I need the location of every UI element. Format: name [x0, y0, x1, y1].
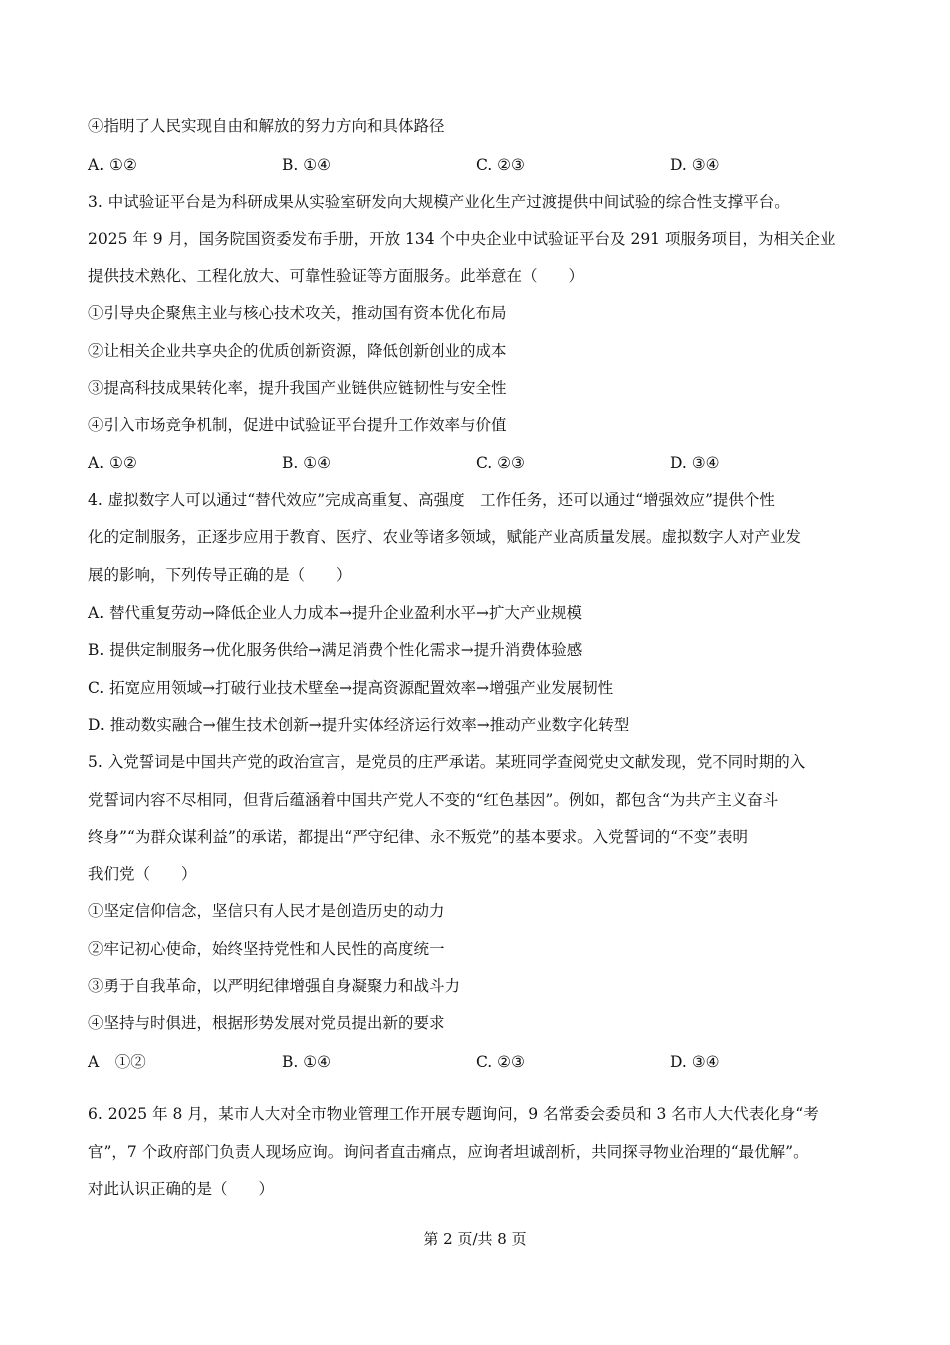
q4-choice-d: D. 推动数实融合→催生技术创新→提升实体经济运行效率→推动产业数字化转型 [88, 716, 630, 734]
q4-stem-line-1: 4. 虚拟数字人可以通过“替代效应”完成高重复、高强度 工作任务，还可以通过“增强效应”提供个性 [88, 491, 775, 509]
q3-stem-line-1: 3. 中试验证平台是为科研成果从实验室研发向大规模产业化生产过渡提供中间试验的综合性支撑平台。 [88, 193, 790, 211]
q4-choice-a: A. 替代重复劳动→降低企业人力成本→提升企业盈利水平→扩大产业规模 [88, 604, 583, 622]
q4-choice-c: C. 拓宽应用领域→打破行业技术壁垒→提高资源配置效率→增强产业发展韧性 [88, 679, 614, 697]
q5-option-a: A ①② [88, 1053, 146, 1071]
q5-stem-line-2: 党誓词内容不尽相同，但背后蕴涵着中国共产党人不变的“红色基因”。例如，都包含“为共产主义奋斗 [88, 791, 779, 809]
q4-choice-b: B. 提供定制服务→优化服务供给→满足消费个性化需求→提升消费体验感 [88, 641, 583, 659]
q2-option-a: A. ①② [88, 156, 137, 174]
q5-item-3: ③勇于自我革命，以严明纪律增强自身凝聚力和战斗力 [88, 977, 461, 995]
q2-option-c: C. ②③ [476, 156, 525, 174]
q3-item-4: ④引入市场竞争机制，促进中试验证平台提升工作效率与价值 [88, 416, 507, 434]
q3-option-d: D. ③④ [670, 454, 720, 472]
q5-option-d: D. ③④ [670, 1053, 720, 1071]
q6-stem-line-2: 官”，7 个政府部门负责人现场应询。询问者直击痛点，应询者坦诚剖析，共同探寻物业治理的“最优解”。 [88, 1143, 809, 1161]
q3-item-2: ②让相关企业共享央企的优质创新资源，降低创新创业的成本 [88, 342, 507, 360]
q2-option-b: B. ①④ [282, 156, 332, 174]
page-number-footer: 第 2 页/共 8 页 [423, 1230, 527, 1248]
q5-option-c: C. ②③ [476, 1053, 525, 1071]
q5-item-4: ④坚持与时俱进，根据形势发展对党员提出新的要求 [88, 1014, 445, 1032]
q5-option-b: B. ①④ [282, 1053, 332, 1071]
q3-stem-line-3: 提供技术熟化、工程化放大、可靠性验证等方面服务。此举意在（ ） [88, 267, 585, 285]
q5-stem-line-3: 终身”“为群众谋利益”的承诺，都提出“严守纪律、永不叛党”的基本要求。入党誓词的“不变”表明 [88, 828, 748, 846]
q2-option-d: D. ③④ [670, 156, 720, 174]
q5-item-1: ①坚定信仰信念，坚信只有人民才是创造历史的动力 [88, 902, 445, 920]
q4-stem-line-2: 化的定制服务，正逐步应用于教育、医疗、农业等诸多领域，赋能产业高质量发展。虚拟数字人对产业发 [88, 528, 802, 546]
q5-stem-line-1: 5. 入党誓词是中国共产党的政治宣言，是党员的庄严承诺。某班同学查阅党史文献发现，党不同时期的入 [88, 753, 806, 771]
q3-stem-line-2: 2025 年 9 月，国务院国资委发布手册，开放 134 个中央企业中试验证平台及 291 项服务项目，为相关企业 [88, 230, 836, 248]
q6-stem-line-3: 对此认识正确的是（ ） [88, 1180, 275, 1198]
q3-option-c: C. ②③ [476, 454, 525, 472]
q4-stem-line-3: 展的影响，下列传导正确的是（ ） [88, 566, 352, 584]
q5-stem-line-4: 我们党（ ） [88, 865, 197, 883]
q3-item-3: ③提高科技成果转化率，提升我国产业链供应链韧性与安全性 [88, 379, 507, 397]
q2-item-4: ④指明了人民实现自由和解放的努力方向和具体路径 [88, 117, 445, 135]
q5-item-2: ②牢记初心使命，始终坚持党性和人民性的高度统一 [88, 940, 445, 958]
q3-option-a: A. ①② [88, 454, 137, 472]
q3-item-1: ①引导央企聚焦主业与核心技术攻关，推动国有资本优化布局 [88, 304, 507, 322]
q6-stem-line-1: 6. 2025 年 8 月，某市人大对全市物业管理工作开展专题询问，9 名常委会委员和 3 名市人大代表化身“考 [88, 1105, 819, 1123]
q3-option-b: B. ①④ [282, 454, 332, 472]
